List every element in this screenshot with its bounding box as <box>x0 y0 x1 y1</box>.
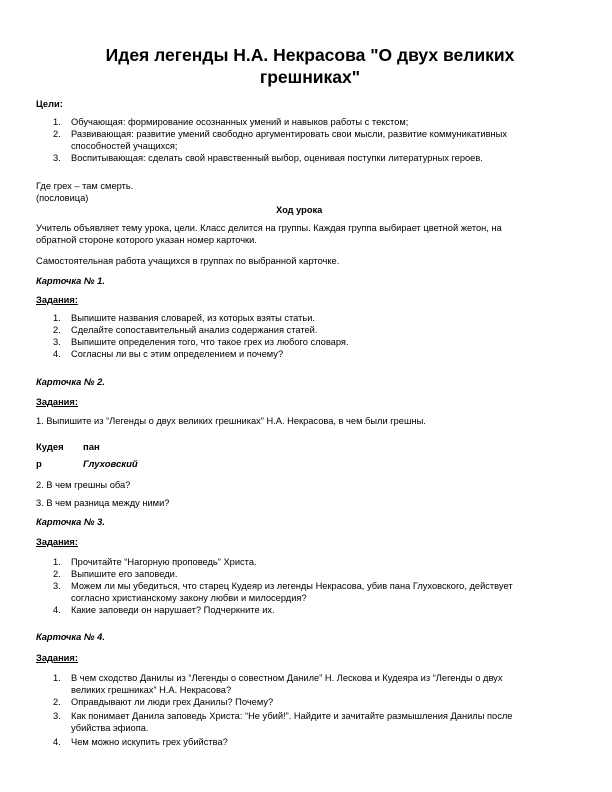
task-text: В чем сходство Данилы из “Легенды о совестном Даниле” Н. Лескова и Кудеяра из “Легенды о двух <box>71 673 503 683</box>
task-text: Какие заповеди он нарушает? Подчеркните их. <box>71 605 275 615</box>
goal-number: 2. <box>53 129 61 139</box>
task-number: 4. <box>53 349 61 359</box>
epigraph-source: (пословица) <box>36 193 89 203</box>
card-2-question-2: 2. В чем грешны оба? <box>36 480 131 490</box>
tasks-label: Задания: <box>36 653 78 663</box>
title-line-1: Идея легенды Н.А. Некрасова "О двух великих <box>105 45 515 65</box>
table-cell: р <box>36 459 42 470</box>
task-number: 1. <box>53 313 61 323</box>
epigraph: Где грех – там смерть. <box>36 181 134 191</box>
tasks-label: Задания: <box>36 397 78 407</box>
table-cell: Кудея <box>36 442 64 453</box>
card-4-title: Карточка № 4. <box>36 632 105 642</box>
task-text: Прочитайте “Нагорную проповедь” Христа. <box>71 557 257 567</box>
card-2-question-1: 1. Выпишите из “Легенды о двух великих грешниках” Н.А. Некрасова, в чем были грешны. <box>36 416 426 426</box>
intro-text: обратной стороне которого указан номер карточки. <box>36 235 257 245</box>
goals-label: Цели: <box>36 99 63 109</box>
task-text: Выпишите названия словарей, из которых взяты статьи. <box>71 313 316 323</box>
lesson-heading: Ход урока <box>276 205 323 215</box>
task-number: 3. <box>53 581 61 591</box>
card-1-title: Карточка № 1. <box>36 276 105 286</box>
task-text: Согласны ли вы с этим определением и почему? <box>71 349 284 359</box>
table-cell: Глуховский <box>83 459 138 470</box>
goal-text: Воспитывающая: сделать свой нравственный выбор, оценивая поступки литературных героев. <box>71 153 483 163</box>
card-2-question-3: 3. В чем разница между ними? <box>36 498 170 508</box>
task-text: согласно христианскому закону любви и милосердия? <box>71 593 307 603</box>
task-text: Можем ли мы убедиться, что старец Кудеяр из легенды Некрасова, убив пана Глуховского, действует <box>71 581 513 591</box>
task-text: Как понимает Данила заповедь Христа: “Не убий!”. Найдите и зачитайте размышления Данилы после <box>71 711 513 721</box>
task-number: 1. <box>53 557 61 567</box>
goal-text: Обучающая: формирование осознанных умений и навыков работы с текстом; <box>71 117 409 127</box>
task-text: великих грешниках” Н.А. Некрасова? <box>71 685 232 695</box>
task-number: 2. <box>53 569 61 579</box>
page-title <box>60 44 560 88</box>
goal-text: способностей учащихся; <box>71 141 178 151</box>
title-line-2: грешниках" <box>259 67 361 87</box>
tasks-label: Задания: <box>36 295 78 305</box>
task-text: Сделайте сопоставительный анализ содержания статей. <box>71 325 318 335</box>
table-cell: пан <box>83 442 100 453</box>
task-number: 2. <box>53 697 61 707</box>
task-number: 4. <box>53 737 61 747</box>
goal-number: 1. <box>53 117 61 127</box>
task-text: Оправдывают ли люди грех Данилы? Почему? <box>71 697 274 707</box>
task-number: 2. <box>53 325 61 335</box>
task-text: Чем можно искупить грех убийства? <box>71 737 228 747</box>
card-3-title: Карточка № 3. <box>36 517 105 527</box>
independent-work-text: Самостоятельная работа учащихся в группах по выбранной карточке. <box>36 256 340 266</box>
task-number: 1. <box>53 673 61 683</box>
task-text: Выпишите его заповеди. <box>71 569 178 579</box>
task-number: 4. <box>53 605 61 615</box>
card-2-title: Карточка № 2. <box>36 377 105 387</box>
tasks-label: Задания: <box>36 537 78 547</box>
goal-text: Развивающая: развитие умений свободно аргументировать свои мысли, развитие коммуникативных <box>71 129 507 139</box>
goal-number: 3. <box>53 153 61 163</box>
task-text: убийства эфиопа. <box>71 723 149 733</box>
task-number: 3. <box>53 337 61 347</box>
task-text: Выпишите определения того, что такое грех из любого словаря. <box>71 337 349 347</box>
intro-text: Учитель объявляет тему урока, цели. Класс делится на группы. Каждая группа выбирает цветной жетон, на <box>36 223 502 233</box>
task-number: 3. <box>53 711 61 721</box>
